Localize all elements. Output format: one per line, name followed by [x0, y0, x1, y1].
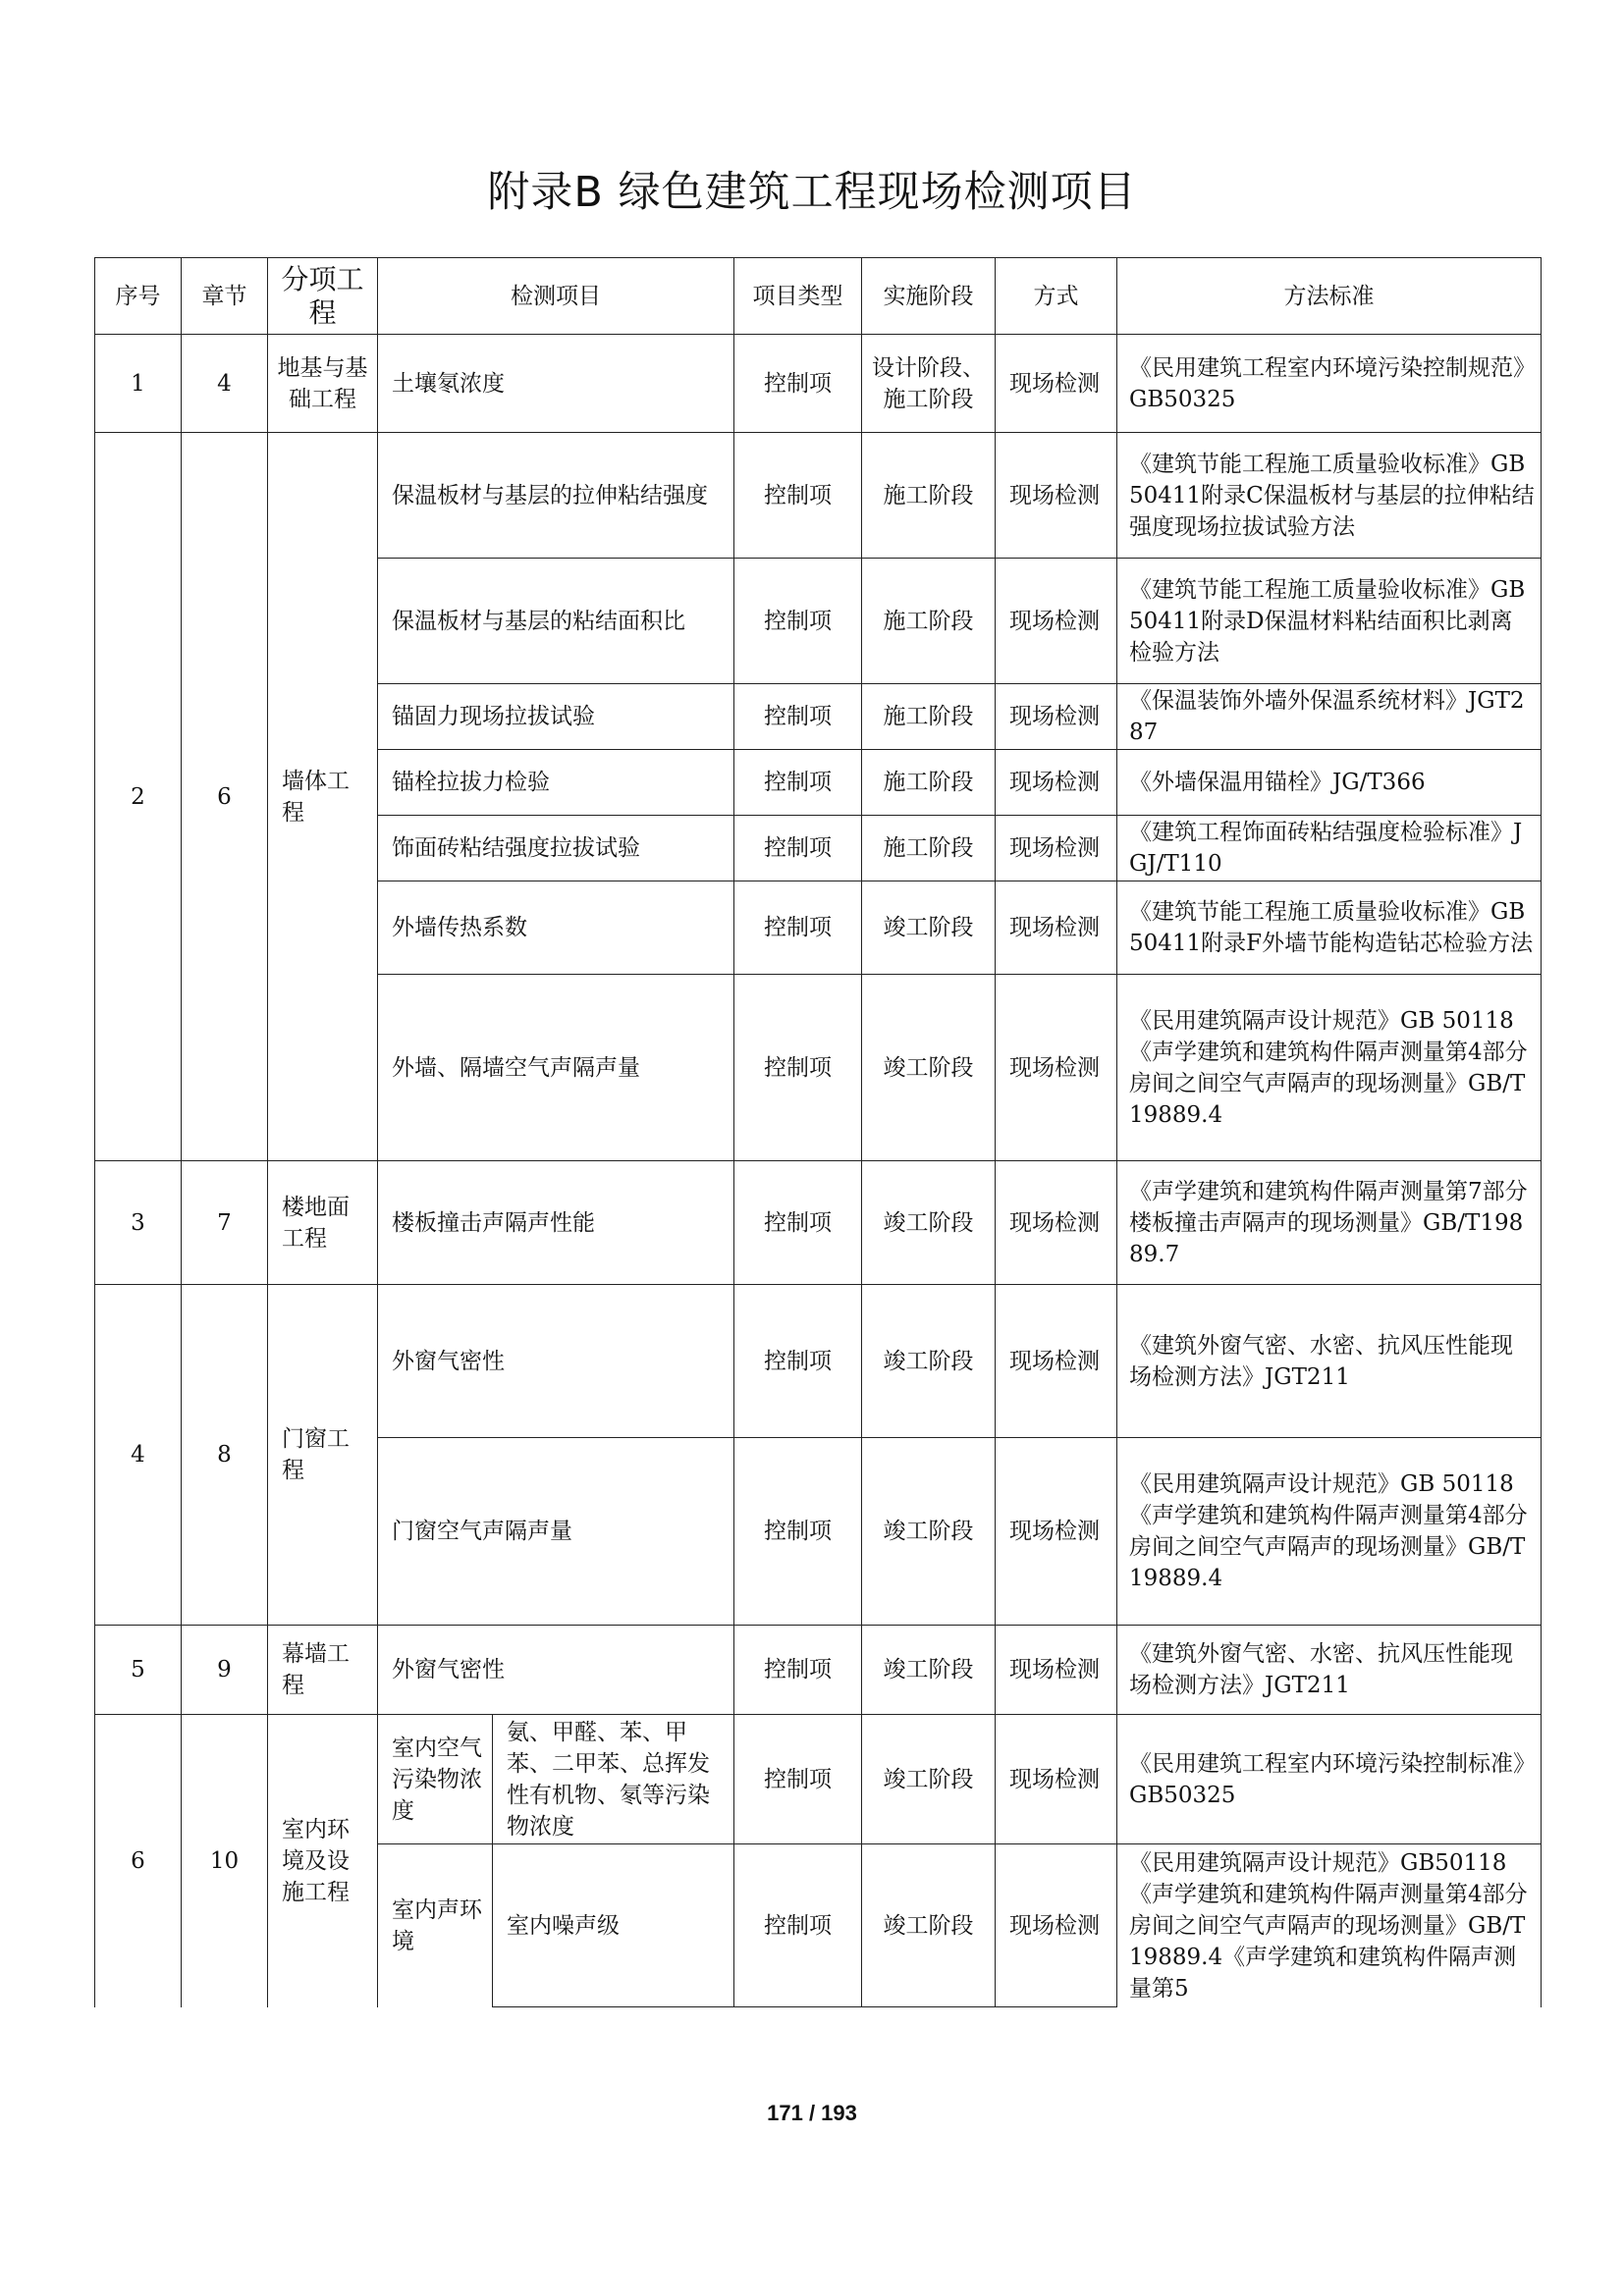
inspection-table-wrapper — [94, 257, 1542, 2007]
mode-cell: 现场检测 — [996, 1161, 1117, 1285]
seq-cell: 1 — [95, 335, 182, 433]
chapter-cell: 10 — [182, 1715, 268, 2007]
sub-cell: 地基与基础工程 — [268, 335, 378, 433]
stage-cell: 竣工阶段 — [862, 975, 996, 1161]
item-cell: 保温板材与基层的拉伸粘结强度 — [378, 433, 734, 559]
item-cell: 饰面砖粘结强度拉拔试验 — [378, 816, 734, 881]
type-cell: 控制项 — [734, 1844, 862, 2007]
type-cell: 控制项 — [734, 750, 862, 816]
type-cell: 控制项 — [734, 881, 862, 975]
stage-cell: 竣工阶段 — [862, 1161, 996, 1285]
header-stage: 实施阶段 — [862, 258, 996, 335]
std-cell: 《民用建筑工程室内环境污染控制标准》GB50325 — [1117, 1715, 1542, 1844]
mode-cell: 现场检测 — [996, 975, 1117, 1161]
std-cell: 《外墙保温用锚栓》JG/T366 — [1117, 750, 1542, 816]
type-cell: 控制项 — [734, 559, 862, 684]
std-cell: 《民用建筑隔声设计规范》GB50118《声学建筑和建筑构件隔声测量第4部分房间之间空气声隔声的现场测量》GB/T19889.4《声学建筑和建筑构件隔声测量第5 — [1117, 1844, 1542, 2007]
std-cell: 《建筑外窗气密、水密、抗风压性能现场检测方法》JGT211 — [1117, 1285, 1542, 1438]
header-mode: 方式 — [996, 258, 1117, 335]
std-cell: 《民用建筑工程室内环境污染控制规范》GB50325 — [1117, 335, 1542, 433]
item-cell: 外窗气密性 — [378, 1285, 734, 1438]
seq-cell: 6 — [95, 1715, 182, 2007]
type-cell: 控制项 — [734, 1626, 862, 1715]
mode-cell: 现场检测 — [996, 1438, 1117, 1626]
stage-cell: 设计阶段、施工阶段 — [862, 335, 996, 433]
stage-cell: 施工阶段 — [862, 750, 996, 816]
std-cell: 《建筑工程饰面砖粘结强度检验标准》JGJ/T110 — [1117, 816, 1542, 881]
std-cell: 《建筑节能工程施工质量验收标准》GB50411附录D保温材料粘结面积比剥离检验方法 — [1117, 559, 1542, 684]
sub-cell: 门窗工程 — [268, 1285, 378, 1626]
mode-cell: 现场检测 — [996, 750, 1117, 816]
type-cell: 控制项 — [734, 433, 862, 559]
item-cell: 锚固力现场拉拔试验 — [378, 684, 734, 750]
seq-cell: 2 — [95, 433, 182, 1161]
header-seq: 序号 — [95, 258, 182, 335]
mode-cell: 现场检测 — [996, 433, 1117, 559]
stage-cell: 施工阶段 — [862, 684, 996, 750]
table-row — [95, 433, 1542, 559]
header-chapter: 章节 — [182, 258, 268, 335]
table-row — [95, 1161, 1542, 1285]
std-cell: 《建筑节能工程施工质量验收标准》GB50411附录F外墙节能构造钻芯检验方法 — [1117, 881, 1542, 975]
std-cell: 《民用建筑隔声设计规范》GB 50118《声学建筑和建筑构件隔声测量第4部分房间之间空气声隔声的现场测量》GB/T 19889.4 — [1117, 975, 1542, 1161]
header-std: 方法标准 — [1117, 258, 1542, 335]
item-cell: 外墙传热系数 — [378, 881, 734, 975]
chapter-cell: 8 — [182, 1285, 268, 1626]
mode-cell: 现场检测 — [996, 684, 1117, 750]
inspection-table — [94, 257, 1542, 2007]
type-cell: 控制项 — [734, 1438, 862, 1626]
sub-item-cell: 室内声环境 — [378, 1844, 493, 2007]
std-cell: 《保温装饰外墙外保温系统材料》JGT287 — [1117, 684, 1542, 750]
item-cell: 氨、甲醛、苯、甲苯、二甲苯、总挥发性有机物、氡等污染物浓度 — [493, 1715, 734, 1844]
chapter-cell: 7 — [182, 1161, 268, 1285]
page-title: 附录B 绿色建筑工程现场检测项目 — [487, 168, 1137, 217]
type-cell: 控制项 — [734, 1715, 862, 1844]
stage-cell: 施工阶段 — [862, 816, 996, 881]
table-row — [95, 335, 1542, 433]
type-cell: 控制项 — [734, 684, 862, 750]
table-row — [95, 1285, 1542, 1438]
header-item: 检测项目 — [378, 258, 734, 335]
sub-cell: 幕墙工程 — [268, 1626, 378, 1715]
item-cell: 外墙、隔墙空气声隔声量 — [378, 975, 734, 1161]
item-cell: 外窗气密性 — [378, 1626, 734, 1715]
type-cell: 控制项 — [734, 1161, 862, 1285]
stage-cell: 施工阶段 — [862, 559, 996, 684]
seq-cell: 4 — [95, 1285, 182, 1626]
stage-cell: 竣工阶段 — [862, 1438, 996, 1626]
header-type: 项目类型 — [734, 258, 862, 335]
item-cell: 保温板材与基层的粘结面积比 — [378, 559, 734, 684]
stage-cell: 竣工阶段 — [862, 881, 996, 975]
std-cell: 《民用建筑隔声设计规范》GB 50118《声学建筑和建筑构件隔声测量第4部分房间之间空气声隔声的现场测量》GB/T 19889.4 — [1117, 1438, 1542, 1626]
mode-cell: 现场检测 — [996, 881, 1117, 975]
sub-item-cell: 室内空气污染物浓度 — [378, 1715, 493, 1844]
type-cell: 控制项 — [734, 1285, 862, 1438]
stage-cell: 竣工阶段 — [862, 1844, 996, 2007]
seq-cell: 5 — [95, 1626, 182, 1715]
mode-cell: 现场检测 — [996, 335, 1117, 433]
mode-cell: 现场检测 — [996, 816, 1117, 881]
stage-cell: 施工阶段 — [862, 433, 996, 559]
header-row — [95, 258, 1542, 335]
sub-cell: 室内环境及设施工程 — [268, 1715, 378, 2007]
stage-cell: 竣工阶段 — [862, 1715, 996, 1844]
stage-cell: 竣工阶段 — [862, 1285, 996, 1438]
table-row — [95, 1715, 1542, 1844]
type-cell: 控制项 — [734, 975, 862, 1161]
type-cell: 控制项 — [734, 816, 862, 881]
item-cell: 土壤氡浓度 — [378, 335, 734, 433]
std-cell: 《声学建筑和建筑构件隔声测量第7部分楼板撞击声隔声的现场测量》GB/T19889.7 — [1117, 1161, 1542, 1285]
mode-cell: 现场检测 — [996, 559, 1117, 684]
type-cell: 控制项 — [734, 335, 862, 433]
table-row — [95, 1626, 1542, 1715]
chapter-cell: 9 — [182, 1626, 268, 1715]
mode-cell: 现场检测 — [996, 1285, 1117, 1438]
sub-cell: 楼地面工程 — [268, 1161, 378, 1285]
stage-cell: 竣工阶段 — [862, 1626, 996, 1715]
item-cell: 锚栓拉拔力检验 — [378, 750, 734, 816]
mode-cell: 现场检测 — [996, 1844, 1117, 2007]
header-sub: 分项工程 — [268, 258, 378, 335]
item-cell: 室内噪声级 — [493, 1844, 734, 2007]
seq-cell: 3 — [95, 1161, 182, 1285]
std-cell: 《建筑节能工程施工质量验收标准》GB50411附录C保温板材与基层的拉伸粘结强度现场拉拔试验方法 — [1117, 433, 1542, 559]
sub-cell: 墙体工程 — [268, 433, 378, 1161]
item-cell: 楼板撞击声隔声性能 — [378, 1161, 734, 1285]
chapter-cell: 6 — [182, 433, 268, 1161]
item-cell: 门窗空气声隔声量 — [378, 1438, 734, 1626]
chapter-cell: 4 — [182, 335, 268, 433]
page-number: 171 / 193 — [767, 2101, 857, 2125]
mode-cell: 现场检测 — [996, 1626, 1117, 1715]
std-cell: 《建筑外窗气密、水密、抗风压性能现场检测方法》JGT211 — [1117, 1626, 1542, 1715]
mode-cell: 现场检测 — [996, 1715, 1117, 1844]
